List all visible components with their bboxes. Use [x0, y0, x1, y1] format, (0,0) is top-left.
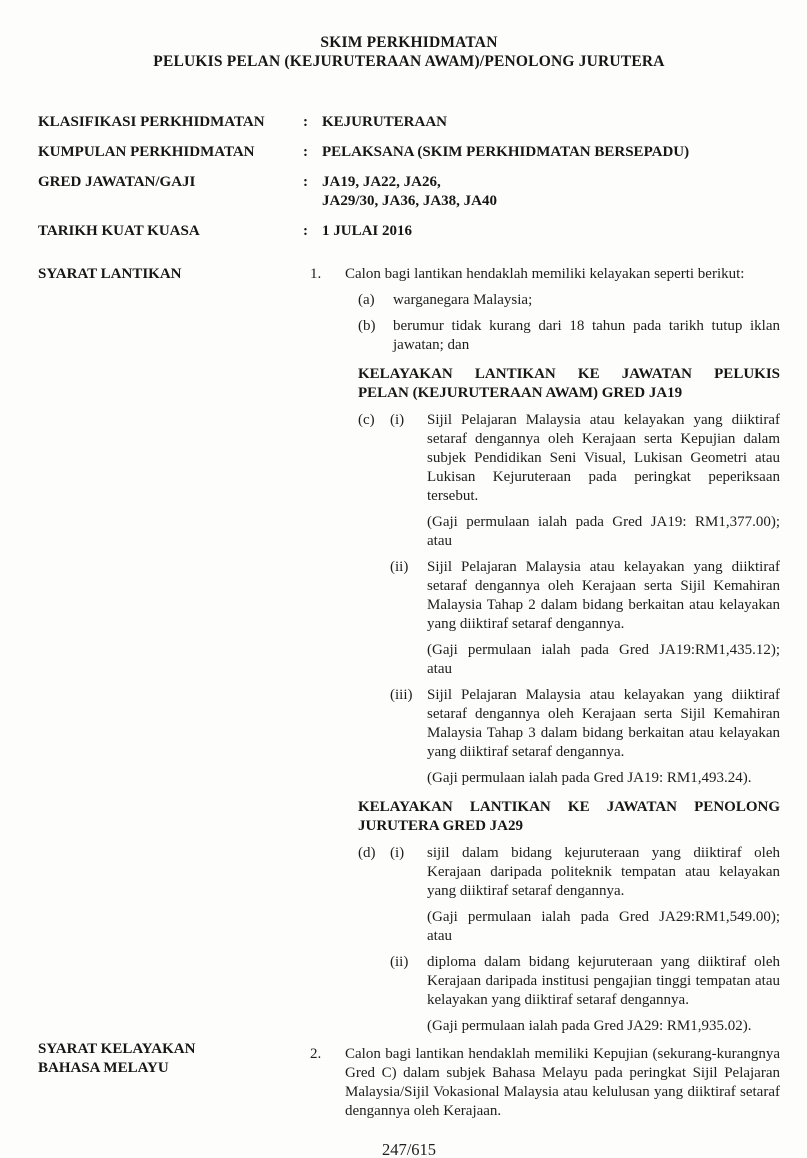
- field-value: KEJURUTERAAN: [322, 114, 448, 130]
- salary-note-c-iii: [427, 769, 780, 788]
- field-label: KUMPULAN PERKHIDMATAN: [38, 144, 255, 160]
- body-column: [310, 265, 780, 1128]
- clause-c-i-marker: (i): [390, 412, 405, 428]
- field-label: TARIKH KUAT KUASA: [38, 223, 200, 239]
- side-label-syarat-lantikan: SYARAT LANTIKAN: [38, 266, 182, 282]
- salary-note-c-ii: [427, 641, 780, 679]
- clause-c-ii: [358, 558, 780, 634]
- document-title-line1: SKIM PERKHIDMATAN: [320, 34, 498, 51]
- page-number: 247/615: [381, 1140, 437, 1158]
- clause-d-i-marker: (i): [390, 845, 405, 861]
- main-body: [38, 265, 780, 1128]
- clause-c-ii-spacer: [358, 558, 390, 634]
- sub-item-a: [358, 291, 780, 310]
- heading-ja19-line2: PELAN (KEJURUTERAAN AWAM) GRED JA19: [358, 385, 683, 401]
- sub-item-b: [358, 317, 780, 355]
- field-colon: :: [303, 114, 308, 130]
- header-row-kumpulan: [38, 143, 780, 162]
- gred-line2: JA29/30, JA36, JA38, JA40: [322, 193, 497, 209]
- salary-d-i-line2: atau: [427, 928, 452, 944]
- document-title: [38, 0, 780, 71]
- salary-note-c-i: [427, 513, 780, 551]
- clause-d-i-text: sijil dalam bidang kejuruteraan yang diiktiraf oleh Kerajaan daripada politeknik tempatan atau kelayakan yang diiktiraf setaraf dengannya.: [427, 845, 780, 899]
- header-row-tarikh: [38, 222, 780, 241]
- list-item-2: [310, 1045, 780, 1121]
- clause-d-ii: [358, 953, 780, 1010]
- field-colon: :: [303, 144, 308, 160]
- field-colon: :: [303, 174, 308, 190]
- clause-d-ii-marker: (ii): [390, 954, 409, 970]
- side-label-syarat-bahasa: [38, 1040, 310, 1078]
- field-value: PELAKSANA (SKIM PERKHIDMATAN BERSEPADU): [322, 144, 690, 160]
- heading-ja29-line1: KELAYAKAN LANTIKAN KE JAWATAN PENOLONG: [358, 799, 780, 815]
- gred-line1: JA19, JA22, JA26,: [322, 174, 441, 190]
- salary-note-d-i: [427, 908, 780, 946]
- clause-d-marker: (d): [358, 845, 376, 861]
- salary-c-iii-line1: (Gaji permulaan ialah pada Gred JA19: RM1,493.24).: [427, 770, 752, 786]
- item-1-number: 1.: [310, 266, 322, 282]
- header-fields: [38, 113, 780, 241]
- salary-d-i-line1: (Gaji permulaan ialah pada Gred JA29:RM1,549.00);: [427, 909, 780, 925]
- sub-item-b-text: berumur tidak kurang dari 18 tahun pada tarikh tutup iklan jawatan; dan: [393, 318, 780, 353]
- content-area: [38, 0, 780, 1158]
- clause-c-ii-marker: (ii): [390, 559, 409, 575]
- salary-c-i-line1: (Gaji permulaan ialah pada Gred JA19: RM1,377.00);: [427, 514, 780, 530]
- header-row-klasifikasi: [38, 113, 780, 132]
- clause-c-iii: [358, 686, 780, 762]
- clause-c-iii-text: Sijil Pelajaran Malaysia atau kelayakan yang diiktiraf setaraf dengannya oleh Kerajaan serta Sijil Kemahiran Malaysia Tahap 3 dalam bidang berkaitan atau kelayakan yang diiktiraf setaraf dengannya.: [427, 687, 780, 760]
- clause-d-ii-text: diploma dalam bidang kejuruteraan yang diiktiraf oleh Kerajaan daripada institusi pengajian tinggi tempatan atau kelayakan yang diiktiraf setaraf dengannya.: [427, 954, 780, 1008]
- salary-d-ii-line1: (Gaji permulaan ialah pada Gred JA29: RM1,935.02).: [427, 1018, 752, 1034]
- clause-d-ii-spacer: [358, 953, 390, 1010]
- salary-c-ii-line2: atau: [427, 661, 452, 677]
- clause-c-iii-spacer: [358, 686, 390, 762]
- clause-c-marker: (c): [358, 412, 375, 428]
- heading-ja29-line2: JURUTERA GRED JA29: [358, 818, 524, 834]
- sub-item-a-marker: (a): [358, 292, 375, 308]
- clause-c-iii-marker: (iii): [390, 687, 413, 703]
- clause-c-i: [358, 411, 780, 506]
- sub-item-b-marker: (b): [358, 318, 376, 334]
- side-label-bahasa-line2: BAHASA MELAYU: [38, 1060, 169, 1076]
- document-title-line2: PELUKIS PELAN (KEJURUTERAAN AWAM)/PENOLONG JURUTERA: [153, 53, 665, 70]
- sub-item-a-text: warganegara Malaysia;: [393, 292, 533, 308]
- heading-kelayakan-ja19: [358, 365, 780, 403]
- header-row-gred: [38, 173, 780, 211]
- item-2-number: 2.: [310, 1046, 322, 1062]
- item-2-text: Calon bagi lantikan hendaklah memiliki Kepujian (sekurang-kurangnya Gred C) dalam subjek Bahasa Melayu pada peringkat Sijil Pelajaran Malaysia/Sijil Vokasional Malaysia atau kelulusan yang diiktiraf setaraf dengannya oleh Kerajaan.: [345, 1046, 780, 1119]
- salary-note-d-ii: [427, 1017, 780, 1036]
- heading-kelayakan-ja29: [358, 798, 780, 836]
- side-label-spacer: [38, 284, 310, 1040]
- clause-c-ii-text: Sijil Pelajaran Malaysia atau kelayakan yang diiktiraf setaraf dengannya oleh Kerajaan serta Sijil Kemahiran Malaysia Tahap 2 dalam bidang berkaitan atau kelayakan yang diiktiraf setaraf dengannya.: [427, 559, 780, 632]
- item-1-text: Calon bagi lantikan hendaklah memiliki kelayakan seperti berikut:: [345, 266, 745, 282]
- field-label: GRED JAWATAN/GAJI: [38, 174, 196, 190]
- heading-ja19-line1: KELAYAKAN LANTIKAN KE JAWATAN PELUKIS: [358, 366, 780, 382]
- salary-c-i-line2: atau: [427, 533, 452, 549]
- field-value: [322, 173, 780, 211]
- clause-d-i: [358, 844, 780, 901]
- field-label: KLASIFIKASI PERKHIDMATAN: [38, 114, 265, 130]
- clause-c-i-text: Sijil Pelajaran Malaysia atau kelayakan yang diiktiraf setaraf dengannya oleh Kerajaan serta Kepujian dalam subjek Pendidikan Seni Visual, Lukisan Geometri atau Lukisan Kejuruteraan pada peringkat peperiksaan tersebut.: [427, 412, 780, 504]
- side-label-column: [38, 265, 310, 1128]
- salary-c-ii-line1: (Gaji permulaan ialah pada Gred JA19:RM1,435.12);: [427, 642, 780, 658]
- list-item-1: [310, 265, 780, 284]
- field-colon: :: [303, 223, 308, 239]
- field-value: 1 JULAI 2016: [322, 223, 413, 239]
- side-label-bahasa-line1: SYARAT KELAYAKAN: [38, 1041, 196, 1057]
